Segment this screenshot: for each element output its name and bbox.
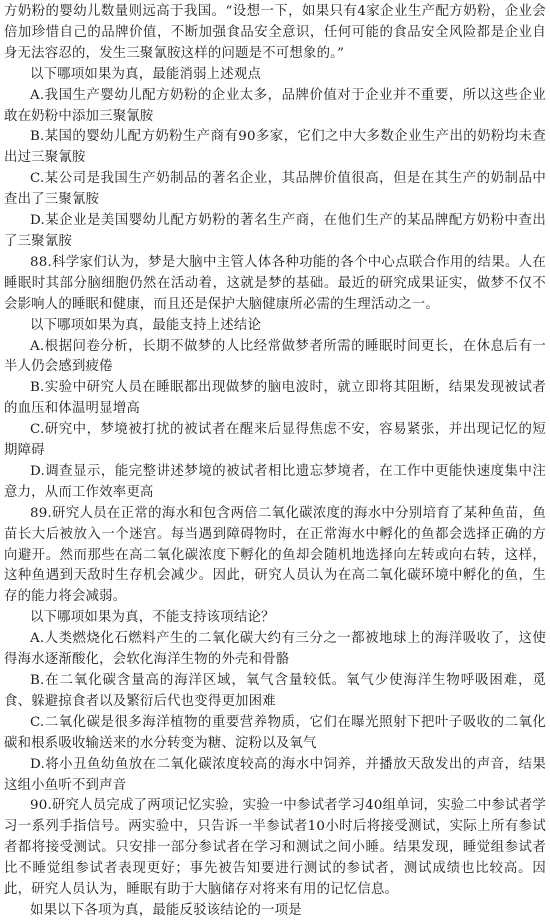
option-88-d: D.调查显示，能完整讲述梦境的被试者相比遗忘梦境者，在工作中更能快速度集中注意力，从而工作效率更高	[4, 463, 546, 500]
option-87-c: C.某公司是我国生产奶制品的著名企业，其品牌价值很高，但是在其生产的奶制品中查出了三聚氰胺	[4, 171, 546, 208]
passage-continuation: 方奶粉的婴幼儿数量则远高于我国。“设想一下，如果只有4家企业生产配方奶粉，企业会倍加珍惜自己的品牌价值，不断加强食品安全意识，任何可能的食品安全风险都是企业自身无法容忍的，发生三聚氰胺这样的问题是不可想象的。”	[4, 4, 546, 61]
option-88-a: A.根据问卷分析，长期不做梦的人比经常做梦者所需的睡眠时间更长，在休息后有一半人仍会感到疲倦	[4, 338, 546, 375]
option-87-a: A.我国生产婴幼儿配方奶粉的企业太多，品牌价值对于企业并不重要，所以这些企业敢在奶粉中添加三聚氰胺	[4, 87, 546, 124]
question-stem-90: 90.研究人员完成了两项记忆实验，实验一中参试者学习40组单词，实验二中参试者学习一系列手指信号。两实验中，只告诉一半参试者10小时后将接受测试，实际上所有参试者都将接受测试。只安排一部分参试者在学习和测试之间小睡。结果发现，睡觉组参试者比不睡觉组参试者表现更好；事先被告知要进行测试的参试者，测试成绩也比较高。因此，研究人员认为，睡眠有助于大脑储存对将来有用的记忆信息。	[4, 798, 546, 898]
option-89-c: C.二氧化碳是很多海洋植物的重要营养物质，它们在曝光照射下把叶子吸收的二氧化碳和根系吸收输送来的水分转变为糖、淀粉以及氧气	[4, 714, 546, 751]
question-stem-89: 89.研究人员在正常的海水和包含两倍二氧化碳浓度的海水中分别培育了某种鱼苗，鱼苗长大后被放入一个迷宫。每当遇到障碍物时，在正常海水中孵化的鱼都会选择正确的方向避开。然而那些在高二氧化碳浓度下孵化的鱼却会随机地选择向左转或向右转，这样，这种鱼遇到天敌时生存机会减少。因此，研究人员认为在高二氧化碳环境中孵化的鱼，生存的能力将会减弱。	[4, 505, 546, 605]
option-89-a: A.人类燃烧化石燃料产生的二氧化碳大约有三分之一都被地球上的海洋吸收了，这使得海水逐渐酸化，会软化海洋生物的外壳和骨骼	[4, 631, 546, 668]
option-89-b: B.在二氧化碳含量高的海洋区域，氧气含量较低。氧气少使海洋生物呼吸困难，觅食、躲避掠食者以及繁衍后代也变得更加困难	[4, 673, 546, 709]
question-stem-88: 88.科学家们认为，梦是大脑中主管人体各种功能的各个中心点联合作用的结果。人在睡眠时其部分脑细胞仍然在活动着，这就是梦的基础。最近的研究成果证实，做梦不仅不会影响人的睡眠和健康，而且还是保护大脑健康所必需的生理活动之一。	[4, 254, 546, 312]
question-prompt-89: 以下哪项如果为真，不能支持该项结论？	[30, 610, 275, 626]
option-88-c: C.研究中，梦境被打扰的被试者在醒来后显得焦虑不安，容易紧张，并出现记忆的短期障碍	[4, 422, 546, 459]
question-prompt-90: 如果以下各项为真，最能反驳该结论的一项是	[30, 902, 302, 918]
option-87-d: D.某企业是美国婴幼儿配方奶粉的著名生产商，在他们生产的某品牌配方奶粉中查出了三聚氰胺	[4, 213, 546, 249]
option-88-b: B.实验中研究人员在睡眠都出现做梦的脑电波时，就立即将其阻断，结果发现被试者的血压和体温明显增高	[4, 380, 546, 417]
option-87-b: B.某国的婴幼儿配方奶粉生产商有90多家，它们之中大多数企业生产出的奶粉均未查出过三聚氰胺	[4, 129, 546, 166]
question-prompt-87: 以下哪项如果为真，最能消弱上述观点	[30, 66, 262, 82]
option-89-d: D.将小丑鱼幼鱼放在二氧化碳浓度较高的海水中饲养，并播放天敌发出的声音，结果这组小鱼听不到声音	[4, 756, 546, 793]
question-prompt-88: 以下哪项如果为真，最能支持上述结论	[30, 317, 262, 333]
